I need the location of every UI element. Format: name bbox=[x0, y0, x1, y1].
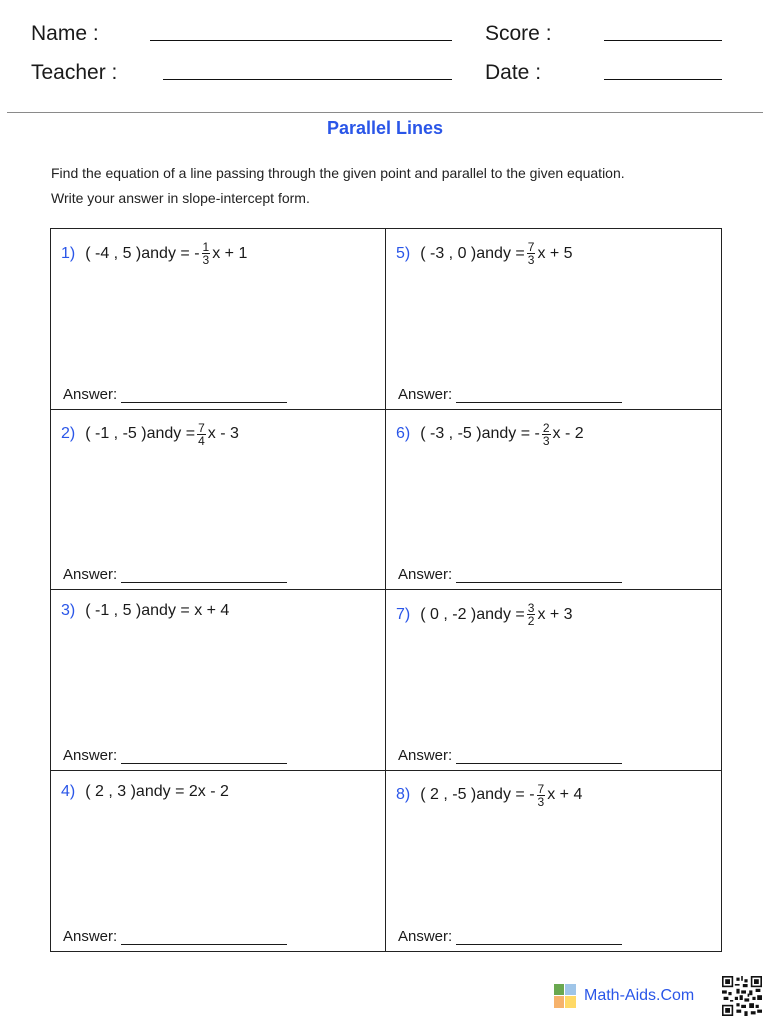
problem-statement bbox=[396, 241, 573, 266]
fraction-numerator: 7 bbox=[198, 420, 205, 435]
problem-statement bbox=[61, 422, 239, 447]
footer-branding bbox=[554, 984, 694, 1008]
fraction-numerator: 1 bbox=[202, 240, 210, 254]
answer-row bbox=[398, 928, 622, 945]
problem-number: 1) bbox=[61, 244, 76, 262]
fraction-numerator: 2 bbox=[542, 420, 550, 435]
problem-number: 5) bbox=[396, 244, 411, 262]
answer-label: Answer: bbox=[63, 385, 118, 403]
equation-rhs: x - 3 bbox=[207, 425, 239, 442]
answer-field[interactable] bbox=[456, 568, 622, 583]
answer-field[interactable] bbox=[121, 930, 287, 945]
problem-and: and bbox=[481, 425, 509, 442]
problem-number: 7) bbox=[396, 605, 411, 623]
slope-fraction bbox=[537, 783, 546, 808]
problem-statement bbox=[61, 602, 229, 620]
instruction-line-2: Write your answer in slope-intercept form. bbox=[51, 190, 310, 206]
equation-rhs: x + 1 bbox=[212, 244, 248, 262]
equation-lhs: y = x + 4 bbox=[167, 602, 230, 619]
problem-number: 2) bbox=[61, 425, 76, 442]
page-title: Parallel Lines bbox=[326, 118, 444, 138]
answer-field[interactable] bbox=[121, 388, 287, 403]
answer-label: Answer: bbox=[398, 385, 453, 403]
problem-and: and bbox=[141, 244, 168, 262]
answer-row bbox=[398, 386, 622, 403]
problem-point: ( -1 , -5 ) bbox=[85, 425, 147, 442]
answer-label: Answer: bbox=[63, 746, 118, 764]
problem-cell bbox=[51, 590, 386, 771]
instruction-line-1: Find the equation of a line passing through the given point and parallel to the given equation. bbox=[51, 165, 625, 181]
answer-row bbox=[63, 747, 287, 764]
answer-row bbox=[63, 566, 287, 583]
problem-number: 4) bbox=[61, 782, 76, 800]
answer-field[interactable] bbox=[456, 749, 622, 764]
problem-point: ( 2 , -5 ) bbox=[420, 786, 477, 803]
answer-field[interactable] bbox=[121, 749, 287, 764]
equation-rhs: x - 2 bbox=[552, 425, 584, 442]
equation-lhs: y = bbox=[502, 244, 525, 262]
answer-label: Answer: bbox=[63, 566, 118, 583]
header-divider bbox=[7, 112, 763, 113]
problem-and: and bbox=[476, 244, 503, 262]
problem-point: ( -3 , -5 ) bbox=[420, 425, 482, 442]
slope-fraction bbox=[202, 241, 211, 266]
problem-number: 8) bbox=[396, 786, 411, 803]
problem-point: ( 2 , 3 ) bbox=[85, 782, 136, 800]
qr-code-icon bbox=[722, 976, 762, 1016]
score-field[interactable] bbox=[604, 40, 722, 41]
problem-and: and bbox=[135, 782, 163, 800]
site-link[interactable]: Math-Aids.Com bbox=[584, 987, 695, 1004]
problem-statement bbox=[396, 422, 584, 447]
teacher-field[interactable] bbox=[163, 79, 452, 80]
answer-field[interactable] bbox=[456, 930, 622, 945]
date-label: Date : bbox=[485, 61, 542, 84]
equation-rhs: x + 5 bbox=[537, 244, 573, 262]
equation-rhs: x + 3 bbox=[537, 605, 573, 623]
fraction-denominator: 3 bbox=[202, 253, 210, 267]
problem-cell bbox=[386, 590, 721, 771]
problem-and: and bbox=[146, 425, 174, 442]
equation-lhs: y = bbox=[173, 425, 196, 442]
problem-point: ( 0 , -2 ) bbox=[420, 605, 477, 623]
fraction-denominator: 3 bbox=[537, 794, 545, 809]
answer-row bbox=[398, 566, 622, 583]
problem-point: ( -4 , 5 ) bbox=[85, 244, 142, 262]
fraction-denominator: 3 bbox=[542, 433, 550, 448]
slope-fraction bbox=[527, 241, 536, 266]
fraction-denominator: 3 bbox=[527, 253, 535, 267]
slope-fraction bbox=[527, 602, 536, 627]
answer-row bbox=[398, 747, 622, 764]
answer-label: Answer: bbox=[398, 928, 453, 945]
answer-field[interactable] bbox=[121, 568, 287, 583]
problem-number: 6) bbox=[396, 425, 411, 442]
problem-cell bbox=[386, 229, 721, 410]
problem-number: 3) bbox=[61, 602, 76, 619]
fraction-numerator: 7 bbox=[527, 240, 535, 254]
problem-cell bbox=[51, 229, 386, 410]
equation-lhs: y = - bbox=[508, 425, 540, 442]
problem-statement bbox=[396, 783, 582, 808]
date-field[interactable] bbox=[604, 79, 722, 80]
calculator-icon bbox=[554, 984, 576, 1008]
problem-cell bbox=[51, 410, 386, 591]
problem-point: ( -1 , 5 ) bbox=[85, 602, 142, 619]
slope-fraction bbox=[542, 422, 551, 447]
score-label: Score : bbox=[485, 22, 552, 45]
answer-row bbox=[63, 386, 287, 403]
name-field[interactable] bbox=[150, 40, 452, 41]
problem-cell bbox=[51, 771, 386, 952]
teacher-label: Teacher : bbox=[31, 61, 118, 84]
problem-point: ( -3 , 0 ) bbox=[420, 244, 477, 262]
problem-cell bbox=[386, 410, 721, 591]
answer-field[interactable] bbox=[456, 388, 622, 403]
equation-lhs: y = 2x - 2 bbox=[162, 782, 229, 800]
problem-cell bbox=[386, 771, 721, 952]
problem-statement bbox=[396, 602, 573, 627]
answer-label: Answer: bbox=[63, 928, 118, 945]
answer-label: Answer: bbox=[398, 566, 453, 583]
name-label: Name : bbox=[31, 22, 99, 45]
problem-and: and bbox=[476, 605, 503, 623]
fraction-denominator: 2 bbox=[527, 614, 535, 628]
problem-statement bbox=[61, 241, 247, 266]
equation-lhs: y = - bbox=[167, 244, 200, 262]
fraction-numerator: 7 bbox=[537, 781, 545, 796]
slope-fraction bbox=[197, 422, 206, 447]
problem-and: and bbox=[141, 602, 168, 619]
problem-and: and bbox=[476, 786, 503, 803]
equation-rhs: x + 4 bbox=[547, 786, 583, 803]
problem-grid bbox=[50, 228, 722, 952]
answer-label: Answer: bbox=[398, 746, 453, 764]
problem-statement bbox=[61, 783, 229, 801]
equation-lhs: y = - bbox=[502, 786, 535, 803]
equation-lhs: y = bbox=[502, 605, 525, 623]
fraction-numerator: 3 bbox=[527, 601, 535, 615]
answer-row bbox=[63, 928, 287, 945]
fraction-denominator: 4 bbox=[198, 433, 205, 448]
